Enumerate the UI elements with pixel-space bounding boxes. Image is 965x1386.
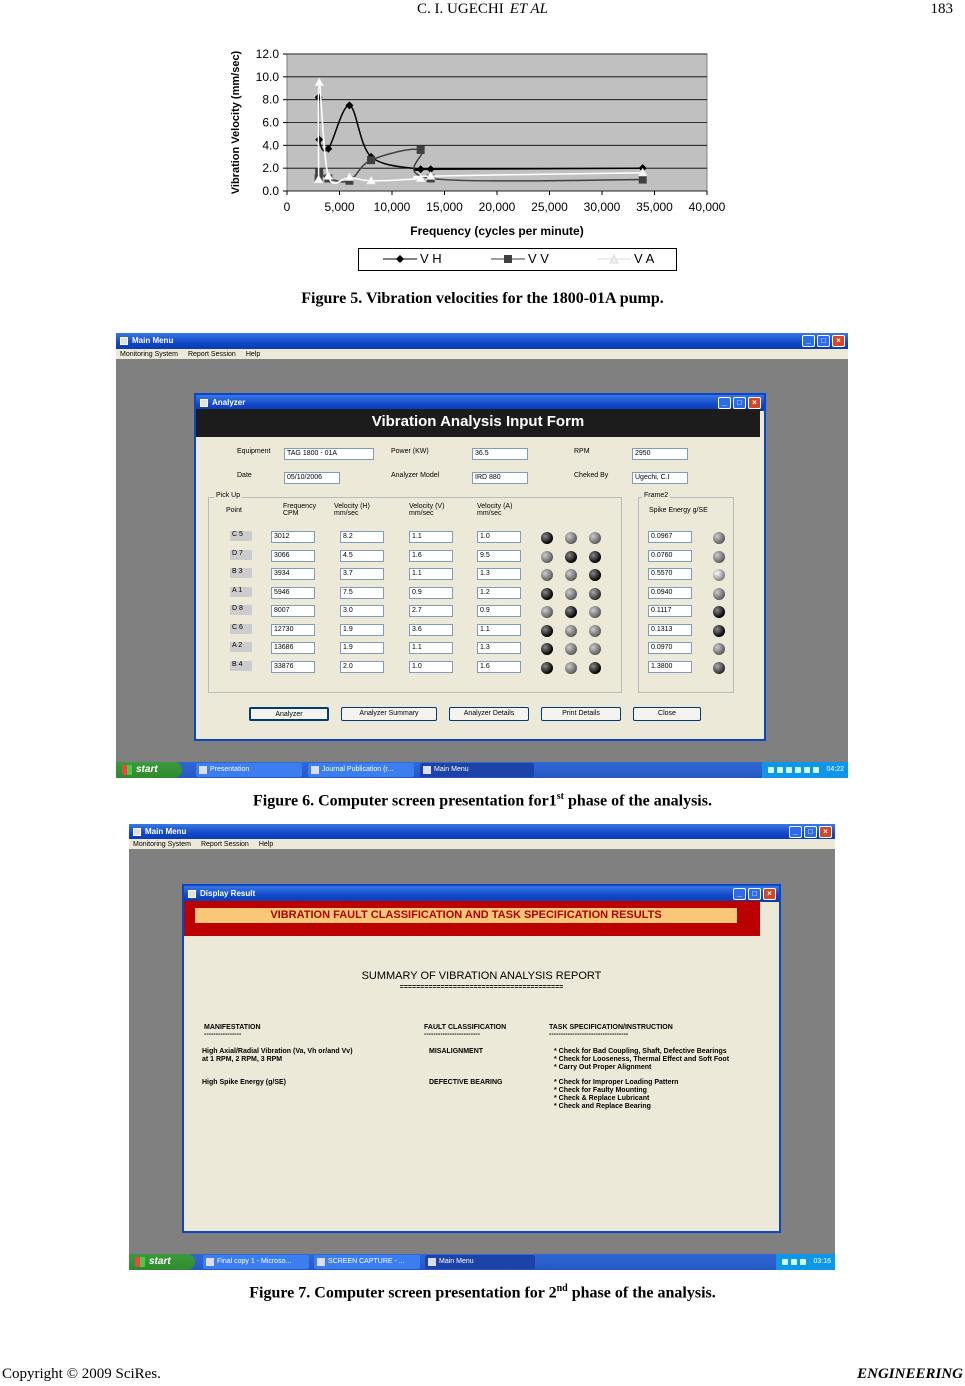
frequency-field[interactable]: 3934 — [271, 568, 315, 580]
velocity-h-field[interactable]: 1.9 — [340, 624, 384, 636]
task-final-copy[interactable]: Final copy 1 - Microso... — [203, 1255, 309, 1269]
figure-7-caption: Figure 7. Computer screen presentation for 2nd phase of the analysis. — [249, 1283, 716, 1302]
window-title: Main Menu — [145, 827, 187, 836]
task-text: * Check for Faulty Mounting — [554, 1087, 647, 1094]
chart-legend — [358, 248, 677, 271]
pickup-point-label: B 4 — [230, 661, 252, 671]
pickup-point-label: C 5 — [230, 531, 252, 541]
system-tray — [762, 762, 848, 778]
task-presentation[interactable]: Presentation — [196, 763, 302, 777]
close-button[interactable]: × — [832, 335, 845, 347]
velocity-a-field[interactable]: 1.6 — [477, 661, 521, 673]
tray-icon[interactable] — [791, 1259, 797, 1265]
velocity-a-field[interactable]: 1.0 — [477, 531, 521, 543]
task-text: * Check for Looseness, Thermal Effect and Soft Foot — [554, 1056, 730, 1063]
status-indicator-icon — [589, 643, 601, 655]
status-indicator-icon — [565, 532, 577, 544]
velocity-v-field[interactable]: 1.0 — [409, 661, 453, 673]
dialog-title: Analyzer — [212, 398, 246, 407]
task-text: * Check for Bad Coupling, Shaft, Defective Bearings — [554, 1048, 727, 1055]
status-indicator-icon — [713, 551, 725, 563]
task-specification-header: TASK SPECIFICATION/INSTRUCTION — [549, 1024, 673, 1031]
running-header-author: C. I. UGECHI ET AL — [417, 1, 548, 17]
maximize-button[interactable]: □ — [748, 888, 761, 900]
velocity-h-field[interactable]: 7.5 — [340, 587, 384, 599]
task-specification-rule: ---------------------------------- — [549, 1031, 629, 1038]
spike-energy-field[interactable]: 0.0967 — [648, 531, 692, 543]
frequency-field[interactable]: 13686 — [271, 642, 315, 654]
x-tick-label: 0 — [283, 200, 291, 214]
copyright-footer: Copyright © 2009 SciRes. — [2, 1366, 161, 1382]
summary-rule: ======================================== — [399, 984, 564, 991]
status-indicator-icon — [565, 643, 577, 655]
velocity-a-field[interactable]: 1.3 — [477, 642, 521, 654]
figure-6-screenshot — [116, 333, 848, 778]
system-tray — [776, 1254, 835, 1270]
status-indicator-icon — [565, 625, 577, 637]
y-tick-label: 8.0 — [262, 92, 279, 107]
y-tick-label: 10.0 — [255, 69, 279, 84]
legend-item-vh: V H — [383, 251, 442, 266]
velocity-a-field[interactable]: 1.3 — [477, 568, 521, 580]
status-indicator-icon — [713, 606, 725, 618]
minimize-button[interactable]: _ — [718, 397, 731, 409]
task-text: * Check and Replace Bearing — [554, 1103, 651, 1110]
menu-report-session[interactable]: Report Session — [187, 350, 236, 358]
pickup-point-label: A 1 — [230, 587, 252, 597]
analyzer-details-button[interactable]: Analyzer Details — [449, 707, 529, 721]
task-main-menu[interactable]: Main Menu — [425, 1255, 535, 1269]
power-label: Power (KW) — [391, 448, 429, 455]
fault-classification-rule: ------------------------ — [424, 1031, 480, 1038]
status-indicator-icon — [541, 569, 553, 581]
spike-energy-field[interactable]: 0.1313 — [648, 624, 692, 636]
col-velocity-h: Velocity (H) mm/sec — [334, 503, 370, 517]
main-menu-titlebar — [116, 333, 848, 349]
manifestation-text: High Spike Energy (g/SE) — [202, 1079, 287, 1086]
app-icon — [120, 337, 128, 345]
checked-by-label: Cheked By — [574, 472, 609, 479]
maximize-button[interactable]: □ — [733, 397, 746, 409]
status-indicator-icon — [713, 625, 725, 637]
page-number: 183 — [930, 1, 953, 17]
analyzer-summary-button[interactable]: Analyzer Summary — [341, 707, 437, 721]
y-tick-label: 0.0 — [262, 184, 279, 198]
app-icon — [133, 828, 141, 836]
tray-icon[interactable] — [804, 767, 810, 773]
menu-monitoring-system[interactable]: Monitoring System — [120, 350, 178, 358]
frequency-field[interactable]: 33876 — [271, 661, 315, 673]
pickup-point-label: D 8 — [230, 605, 252, 615]
status-indicator-icon — [589, 588, 601, 600]
display-result-titlebar — [184, 886, 779, 902]
tray-icon[interactable] — [777, 767, 783, 773]
status-indicator-icon — [713, 569, 725, 581]
manifestation-text: at 1 RPM, 2 RPM, 3 RPM — [202, 1056, 283, 1063]
task-journal-publication[interactable]: Journal Publication (r... — [308, 763, 414, 777]
status-indicator-icon — [541, 625, 553, 637]
legend-item-va: V A — [597, 251, 654, 266]
figure-5-caption: Figure 5. Vibration velocities for the 1800-01A pump. — [301, 290, 664, 307]
status-indicator-icon — [541, 606, 553, 618]
frame2-group-label: Frame2 — [644, 492, 669, 499]
task-screen-capture[interactable]: SCREEN CAPTURE - ... — [314, 1255, 420, 1269]
pickup-point-label: D 7 — [230, 550, 252, 560]
menu-monitoring-system[interactable]: Monitoring System — [133, 840, 191, 848]
status-indicator-icon — [565, 606, 577, 618]
fault-classification-header: FAULT CLASSIFICATION — [424, 1024, 507, 1031]
clock: 03:16 — [813, 1258, 831, 1265]
rpm-field[interactable]: 2950 — [632, 448, 688, 460]
analyzer-model-label: Analyzer Model — [391, 472, 440, 479]
pickup-point-label: C 6 — [230, 624, 252, 634]
tray-icon[interactable] — [795, 767, 801, 773]
velocity-a-field[interactable]: 9.5 — [477, 550, 521, 562]
analyzer-button[interactable]: Analyzer — [249, 707, 329, 721]
status-indicator-icon — [541, 532, 553, 544]
status-indicator-icon — [565, 662, 577, 674]
velocity-v-field[interactable]: 1.6 — [409, 550, 453, 562]
data-point-vv — [367, 156, 375, 164]
journal-footer: ENGINEERING — [857, 1366, 963, 1382]
status-indicator-icon — [565, 588, 577, 600]
menu-bar — [116, 349, 848, 359]
y-axis-label: Vibration Velocity (mm/sec) — [230, 50, 242, 195]
velocity-h-field[interactable]: 4.5 — [340, 550, 384, 562]
velocity-h-field[interactable]: 8.2 — [340, 531, 384, 543]
x-tick-label: 25,000 — [531, 200, 568, 214]
velocity-a-field[interactable]: 1.1 — [477, 624, 521, 636]
maximize-button[interactable]: □ — [804, 826, 817, 838]
col-frequency: Frequency CPM — [283, 503, 317, 517]
velocity-h-field[interactable]: 2.0 — [340, 661, 384, 673]
close-form-button[interactable]: Close — [633, 707, 701, 721]
tray-icon[interactable] — [782, 1259, 788, 1265]
status-indicator-icon — [541, 551, 553, 563]
equipment-label: Equipment — [237, 448, 271, 455]
start-button[interactable]: start — [116, 762, 182, 778]
date-field[interactable]: 05/10/2006 — [284, 472, 340, 484]
status-indicator-icon — [713, 588, 725, 600]
spike-energy-header: Spike Energy g/SE — [649, 507, 708, 514]
close-button[interactable]: × — [748, 397, 761, 409]
dialog-icon — [200, 399, 208, 407]
status-indicator-icon — [589, 569, 601, 581]
pickup-group-label: Pick Up — [216, 492, 241, 499]
manifestation-rule: ---------------- — [204, 1031, 242, 1038]
form-title: Vibration Analysis Input Form — [196, 409, 760, 437]
velocity-a-field[interactable]: 1.2 — [477, 587, 521, 599]
velocity-v-field[interactable]: 3.6 — [409, 624, 453, 636]
status-indicator-icon — [541, 643, 553, 655]
minimize-button[interactable]: _ — [789, 826, 802, 838]
task-text: * Carry Out Proper Alignment — [554, 1064, 652, 1071]
status-indicator-icon — [589, 532, 601, 544]
status-indicator-icon — [713, 662, 725, 674]
data-point-vv — [417, 146, 425, 154]
x-tick-label: 35,000 — [636, 200, 673, 214]
status-indicator-icon — [589, 625, 601, 637]
vibration-velocity-chart — [225, 38, 735, 243]
print-details-button[interactable]: Print Details — [541, 707, 621, 721]
x-tick-label: 40,000 — [688, 200, 726, 214]
x-tick-label: 30,000 — [583, 200, 621, 214]
status-indicator-icon — [713, 532, 725, 544]
spike-energy-field[interactable]: 0.0970 — [648, 642, 692, 654]
task-text: * Check for Improper Loading Pattern — [554, 1079, 679, 1086]
manifestation-header: MANIFESTATION — [204, 1024, 261, 1031]
frequency-field[interactable]: 5946 — [271, 587, 315, 599]
col-point: Point — [226, 507, 242, 514]
fault-text: DEFECTIVE BEARING — [429, 1079, 503, 1086]
frequency-field[interactable]: 3012 — [271, 531, 315, 543]
status-indicator-icon — [541, 588, 553, 600]
status-indicator-icon — [713, 643, 725, 655]
spike-energy-field[interactable]: 0.1117 — [648, 605, 692, 617]
close-button[interactable]: × — [819, 826, 832, 838]
power-field[interactable]: 36.5 — [472, 448, 528, 460]
analyzer-dialog — [194, 393, 766, 741]
main-menu-titlebar — [129, 824, 835, 840]
menu-help[interactable]: Help — [245, 350, 261, 358]
x-tick-label: 20,000 — [478, 200, 516, 214]
status-indicator-icon — [589, 551, 601, 563]
x-tick-label: 15,000 — [426, 200, 463, 214]
menu-report-session[interactable]: Report Session — [200, 840, 249, 848]
x-tick-label: 5,000 — [324, 200, 355, 214]
frequency-field[interactable]: 3066 — [271, 550, 315, 562]
task-text: * Check & Replace Lubricant — [554, 1095, 650, 1102]
maximize-button[interactable]: □ — [817, 335, 830, 347]
velocity-h-field[interactable]: 3.7 — [340, 568, 384, 580]
status-indicator-icon — [565, 569, 577, 581]
pickup-point-label: B 3 — [230, 568, 252, 578]
menu-bar — [129, 839, 835, 849]
summary-title: SUMMARY OF VIBRATION ANALYSIS REPORT — [361, 970, 602, 982]
display-result-dialog — [182, 884, 781, 1233]
y-tick-label: 2.0 — [262, 161, 279, 176]
spike-energy-field[interactable]: 0.0940 — [648, 587, 692, 599]
dialog-title: Display Result — [200, 889, 256, 898]
velocity-v-field[interactable]: 0.9 — [409, 587, 453, 599]
status-indicator-icon — [541, 662, 553, 674]
task-main-menu[interactable]: Main Menu — [420, 763, 534, 777]
manifestation-text: High Axial/Radial Vibration (Va, Vh or/and Vv) — [202, 1048, 353, 1055]
velocity-v-field[interactable]: 1.1 — [409, 531, 453, 543]
velocity-v-field[interactable]: 2.7 — [409, 605, 453, 617]
tray-icon[interactable] — [800, 1259, 806, 1265]
close-button[interactable]: × — [763, 888, 776, 900]
menu-help[interactable]: Help — [258, 840, 274, 848]
figure-7-screenshot — [129, 824, 835, 1270]
spike-energy-field[interactable]: 0.5570 — [648, 568, 692, 580]
status-indicator-icon — [589, 662, 601, 674]
tray-icon[interactable] — [786, 767, 792, 773]
taskbar — [116, 762, 848, 778]
velocity-h-field[interactable]: 1.9 — [340, 642, 384, 654]
y-tick-label: 6.0 — [262, 115, 279, 130]
spike-energy-field[interactable]: 0.0760 — [648, 550, 692, 562]
frequency-field[interactable]: 12730 — [271, 624, 315, 636]
pickup-point-label: A 2 — [230, 642, 252, 652]
date-label: Date — [237, 472, 252, 479]
legend-item-vv: V V — [491, 251, 549, 266]
col-velocity-a: Velocity (A) mm/sec — [477, 503, 513, 517]
velocity-a-field[interactable]: 0.9 — [477, 605, 521, 617]
tray-icon[interactable] — [813, 767, 819, 773]
rpm-label: RPM — [574, 448, 590, 455]
figure-6-caption: Figure 6. Computer screen presentation for1st phase of the analysis. — [253, 791, 712, 810]
results-banner: VIBRATION FAULT CLASSIFICATION AND TASK SPECIFICATION RESULTS — [195, 908, 737, 923]
minimize-button[interactable]: _ — [802, 335, 815, 347]
fault-text: MISALIGNMENT — [429, 1048, 484, 1055]
taskbar — [129, 1254, 835, 1270]
analyzer-model-field[interactable]: IRD 880 — [472, 472, 528, 484]
x-axis-label: Frequency (cycles per minute) — [410, 224, 584, 238]
start-button[interactable]: start — [129, 1254, 195, 1270]
status-indicator-icon — [565, 551, 577, 563]
velocity-v-field[interactable]: 1.1 — [409, 568, 453, 580]
minimize-button[interactable]: _ — [733, 888, 746, 900]
y-tick-label: 12.0 — [255, 47, 279, 61]
velocity-v-field[interactable]: 1.1 — [409, 642, 453, 654]
window-title: Main Menu — [132, 336, 174, 345]
spike-energy-field[interactable]: 1.3800 — [648, 661, 692, 673]
frequency-field[interactable]: 8007 — [271, 605, 315, 617]
tray-icon[interactable] — [768, 767, 774, 773]
dialog-icon — [188, 890, 196, 898]
checked-by-field[interactable]: Ugechi, C.I — [632, 472, 688, 484]
data-point-vv — [639, 176, 647, 184]
equipment-field[interactable]: TAG 1800 - 01A — [284, 448, 374, 460]
col-velocity-v: Velocity (V) mm/sec — [409, 503, 445, 517]
clock: 04:22 — [826, 766, 844, 773]
status-indicator-icon — [589, 606, 601, 618]
velocity-h-field[interactable]: 3.0 — [340, 605, 384, 617]
y-tick-label: 4.0 — [262, 138, 279, 153]
x-tick-label: 10,000 — [373, 200, 411, 214]
